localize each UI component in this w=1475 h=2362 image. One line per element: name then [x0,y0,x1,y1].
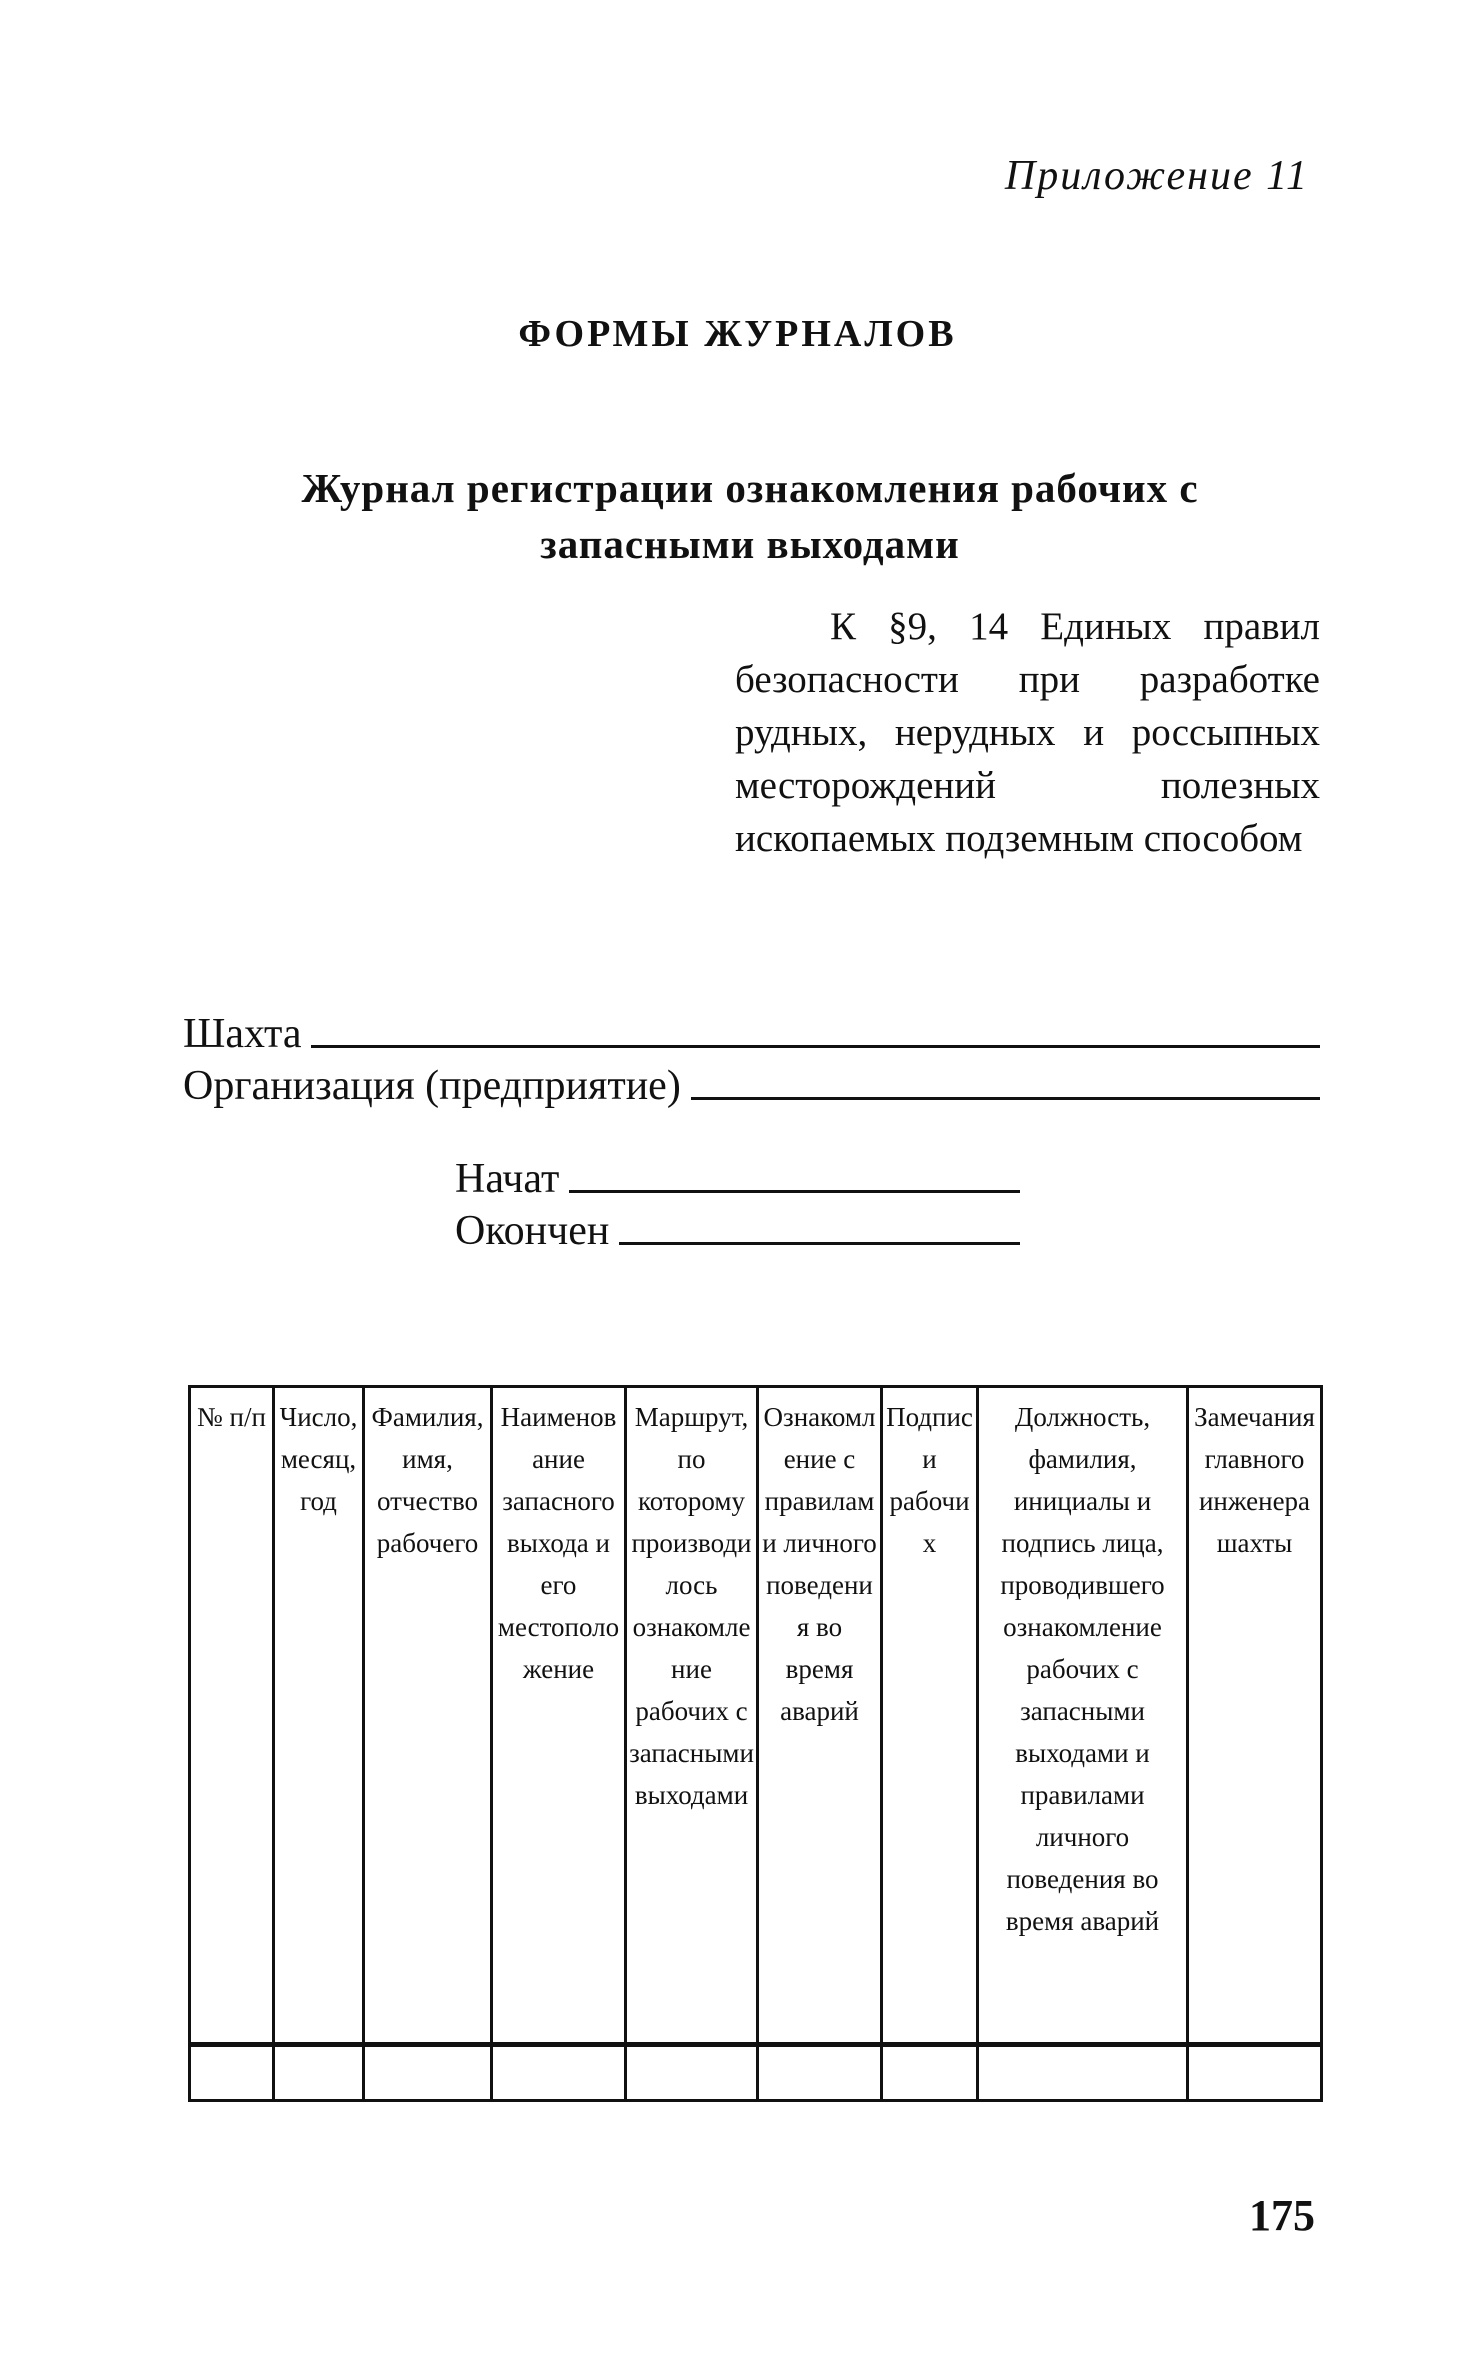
table-cell [1188,2045,1322,2101]
table-cell [190,2045,274,2101]
mine-blank-line [311,1045,1320,1048]
finished-blank-line [619,1242,1020,1245]
column-header: Замечания главного инженера шахты [1188,1387,1322,2045]
mine-field [183,1010,1320,1058]
table-cell [274,2045,364,2101]
started-label: Начат [455,1156,560,1202]
organization-label: Организация (предприятие) [183,1063,681,1109]
table-cell [364,2045,492,2101]
started-blank-line [569,1190,1020,1193]
page-title: ФОРМЫ ЖУРНАЛОВ [518,313,957,355]
column-header: Ознакомление с правилами личного поведения во время аварий [758,1387,882,2045]
table-header-row [190,1387,1322,2045]
column-header: № п/п [190,1387,274,2045]
page-number: 175 [1249,2191,1315,2240]
column-header: Маршрут, по которому производилось ознакомление рабочих с запасными выходами [626,1387,758,2045]
organization-blank-line [691,1097,1320,1100]
column-header: Фамилия, имя, отчество рабочего [364,1387,492,2045]
started-field [455,1155,1020,1203]
column-header: Число, месяц, год [274,1387,364,2045]
table-cell [758,2045,882,2101]
table-cell [492,2045,626,2101]
finished-field [455,1207,1020,1255]
mine-label: Шахта [183,1011,302,1057]
column-header: Подписи рабочих [882,1387,978,2045]
table-row [190,2045,1322,2101]
appendix-label: Приложение 11 [1004,153,1309,199]
column-header: Наименование запасного выхода и его местоположение [492,1387,626,2045]
journal-table [188,1385,1323,2102]
table-cell [626,2045,758,2101]
column-header: Должность, фамилия, инициалы и подпись лица, проводившего ознакомление рабочих с запасными выходами и правилами личного поведения во время аварий [978,1387,1188,2045]
journal-title: Журнал регистрации ознакомления рабочих с запасными выходами [301,465,1199,567]
finished-label: Окончен [455,1208,610,1254]
table-cell [978,2045,1188,2101]
table-cell [882,2045,978,2101]
regulation-reference: К §9, 14 Единых правил безопасности при разработке рудных, нерудных и россыпных месторождений полезных ископаемых подземным способом [735,605,1320,860]
organization-field [183,1062,1320,1110]
